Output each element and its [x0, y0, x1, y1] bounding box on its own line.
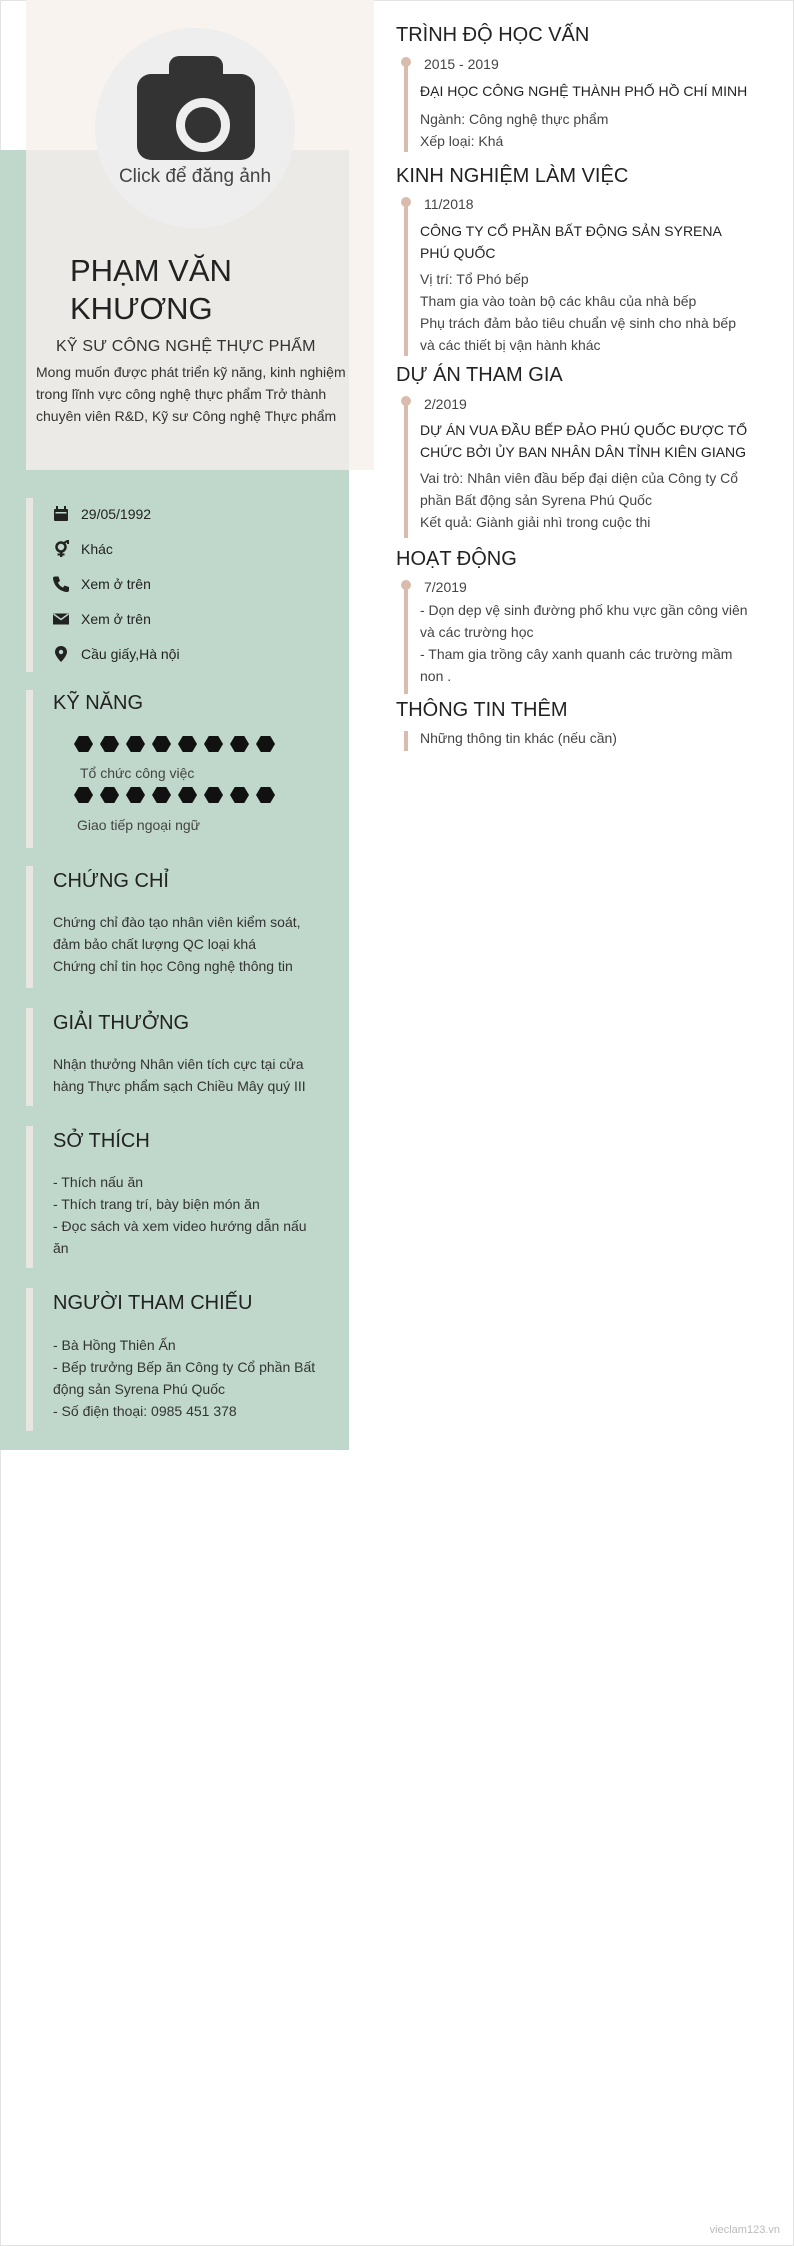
- additional-info-bar: [404, 731, 408, 751]
- email-icon: [52, 610, 70, 628]
- timeline-dot: [401, 197, 411, 207]
- project-name[interactable]: DỰ ÁN VUA ĐẦU BẾP ĐẢO PHÚ QUỐC ĐƯỢC TỔ CHỨC BỞI ỦY BAN NHÂN DÂN TỈNH KIÊN GIANG: [420, 422, 748, 460]
- rating-hex-icon: [74, 787, 93, 803]
- rating-hex-icon: [178, 736, 197, 752]
- contact-gender[interactable]: [52, 538, 113, 560]
- address-value: Cầu giấy,Hà nội: [81, 646, 180, 662]
- rating-hex-icon: [152, 736, 171, 752]
- education-title: TRÌNH ĐỘ HỌC VẤN: [396, 24, 590, 46]
- certificates-section-bar: [26, 866, 33, 988]
- hobby-line: - Thích nấu ăn: [53, 1174, 144, 1190]
- rating-hex-icon: [178, 787, 197, 803]
- gender-icon: [52, 540, 70, 558]
- experience-company[interactable]: CÔNG TY CỔ PHẦN BẤT ĐỘNG SẢN SYRENA PHÚ QUỐC: [420, 223, 722, 261]
- experience-line: Phụ trách đảm bảo tiêu chuẩn vệ sinh cho nhà bếp và các thiết bị vận hành khác: [420, 315, 736, 353]
- skill-label-1[interactable]: Tổ chức công việc: [80, 765, 195, 781]
- timeline-dot: [401, 580, 411, 590]
- reference-line: - Bếp trưởng Bếp ăn Công ty Cổ phần Bất động sản Syrena Phú Quốc: [53, 1359, 316, 1397]
- skill-rating-2[interactable]: [74, 787, 282, 803]
- awards-content[interactable]: [53, 1053, 323, 1097]
- activity-date[interactable]: 7/2019: [424, 579, 467, 595]
- contact-phone[interactable]: [52, 573, 151, 595]
- certificates-content[interactable]: [53, 911, 323, 977]
- activity-details[interactable]: [420, 599, 754, 687]
- activity-line: - Dọn dẹp vệ sinh đường phố khu vực gần công viên và các trường học: [420, 602, 748, 640]
- activities-timeline: [404, 582, 408, 694]
- rating-hex-icon: [204, 736, 223, 752]
- rating-hex-icon: [152, 787, 171, 803]
- contact-address[interactable]: [52, 643, 180, 665]
- career-objective[interactable]: Mong muốn được phát triển kỹ năng, kinh nghiệm trong lĩnh vực công nghệ thực phẩm Trở thành chuyên viên R&D, Kỹ sư Công nghệ Thực phẩm: [36, 364, 346, 424]
- project-date[interactable]: 2/2019: [424, 396, 467, 412]
- footer-watermark: vieclam123.vn: [709, 2224, 780, 2236]
- rating-hex-icon: [204, 787, 223, 803]
- hobbies-title: SỞ THÍCH: [53, 1130, 150, 1152]
- experience-details[interactable]: [420, 268, 754, 356]
- projects-title: DỰ ÁN THAM GIA: [396, 364, 563, 386]
- experience-title: KINH NGHIỆM LÀM VIỆC: [396, 165, 629, 187]
- education-line: Xếp loại: Khá: [420, 133, 504, 149]
- reference-line: - Số điện thoại: 0985 451 378: [53, 1403, 237, 1419]
- hobbies-section-bar: [26, 1126, 33, 1268]
- camera-lens-icon: [176, 98, 230, 152]
- avatar-upload-label[interactable]: Click để đăng ảnh: [118, 166, 272, 187]
- candidate-name[interactable]: PHẠM VĂN KHƯƠNG: [70, 253, 232, 326]
- phone-value: Xem ở trên: [81, 576, 151, 592]
- references-title: NGƯỜI THAM CHIẾU: [53, 1292, 253, 1314]
- additional-info-title: THÔNG TIN THÊM: [396, 699, 568, 721]
- rating-hex-icon: [126, 736, 145, 752]
- rating-hex-icon: [100, 787, 119, 803]
- education-timeline: [404, 60, 408, 152]
- references-content[interactable]: [53, 1334, 323, 1422]
- skill-label-2[interactable]: Giao tiếp ngoại ngữ: [77, 817, 201, 833]
- project-details[interactable]: [420, 467, 754, 533]
- certificate-line: Chứng chỉ tin học Công nghệ thông tin: [53, 958, 293, 974]
- awards-section-bar: [26, 1008, 33, 1106]
- skill-rating-1[interactable]: [74, 736, 282, 752]
- contact-section-bar: [26, 498, 33, 672]
- education-details[interactable]: [420, 108, 754, 152]
- rating-hex-icon: [230, 736, 249, 752]
- award-line: Nhận thưởng Nhân viên tích cực tại cửa hàng Thực phẩm sạch Chiều Mây quý III: [53, 1056, 306, 1094]
- contact-birthday[interactable]: [52, 503, 151, 525]
- certificates-title: CHỨNG CHỈ: [53, 870, 169, 892]
- experience-line: Vị trí: Tổ Phó bếp: [420, 271, 529, 287]
- rating-hex-icon: [74, 736, 93, 752]
- rating-hex-icon: [126, 787, 145, 803]
- additional-info-text[interactable]: Những thông tin khác (nếu cần): [420, 730, 617, 746]
- birthday-value: 29/05/1992: [81, 506, 152, 522]
- job-title[interactable]: KỸ SƯ CÔNG NGHỆ THỰC PHẨM: [56, 338, 316, 355]
- certificate-line: Chứng chỉ đào tạo nhân viên kiểm soát, đảm bảo chất lượng QC loại khá: [53, 914, 301, 952]
- timeline-dot: [401, 57, 411, 67]
- rating-hex-icon: [256, 736, 275, 752]
- education-date[interactable]: 2015 - 2019: [424, 56, 499, 72]
- reference-line: - Bà Hồng Thiên Ấn: [53, 1337, 176, 1353]
- hobby-line: - Thích trang trí, bày biện món ăn: [53, 1196, 260, 1212]
- hobbies-content[interactable]: [53, 1171, 323, 1259]
- rating-hex-icon: [256, 787, 275, 803]
- experience-line: Tham gia vào toàn bộ các khâu của nhà bếp: [420, 293, 697, 309]
- rating-hex-icon: [230, 787, 249, 803]
- timeline-dot: [401, 396, 411, 406]
- awards-title: GIẢI THƯỞNG: [53, 1012, 190, 1034]
- calendar-icon: [52, 505, 70, 523]
- contact-email[interactable]: [52, 608, 151, 630]
- education-school[interactable]: ĐẠI HỌC CÔNG NGHỆ THÀNH PHỐ HỒ CHÍ MINH: [420, 83, 748, 99]
- location-pin-icon: [52, 645, 70, 663]
- project-line: Kết quả: Giành giải nhì trong cuộc thi: [420, 514, 651, 530]
- references-section-bar: [26, 1288, 33, 1431]
- activity-line: - Tham gia trồng cây xanh quanh các trường mầm non .: [420, 646, 733, 684]
- experience-date[interactable]: 11/2018: [424, 196, 474, 212]
- education-line: Ngành: Công nghệ thực phẩm: [420, 111, 609, 127]
- email-value: Xem ở trên: [81, 611, 151, 627]
- gender-value: Khác: [81, 541, 113, 557]
- experience-timeline: [404, 199, 408, 356]
- skills-title: KỸ NĂNG: [53, 692, 144, 714]
- phone-icon: [52, 575, 70, 593]
- hobby-line: - Đọc sách và xem video hướng dẫn nấu ăn: [53, 1218, 307, 1256]
- activities-title: HOẠT ĐỘNG: [396, 548, 517, 570]
- rating-hex-icon: [100, 736, 119, 752]
- project-line: Vai trò: Nhân viên đầu bếp đại diện của Công ty Cổ phần Bất động sản Syrena Phú Quốc: [420, 470, 739, 508]
- projects-timeline: [404, 398, 408, 538]
- skills-section-bar: [26, 690, 33, 848]
